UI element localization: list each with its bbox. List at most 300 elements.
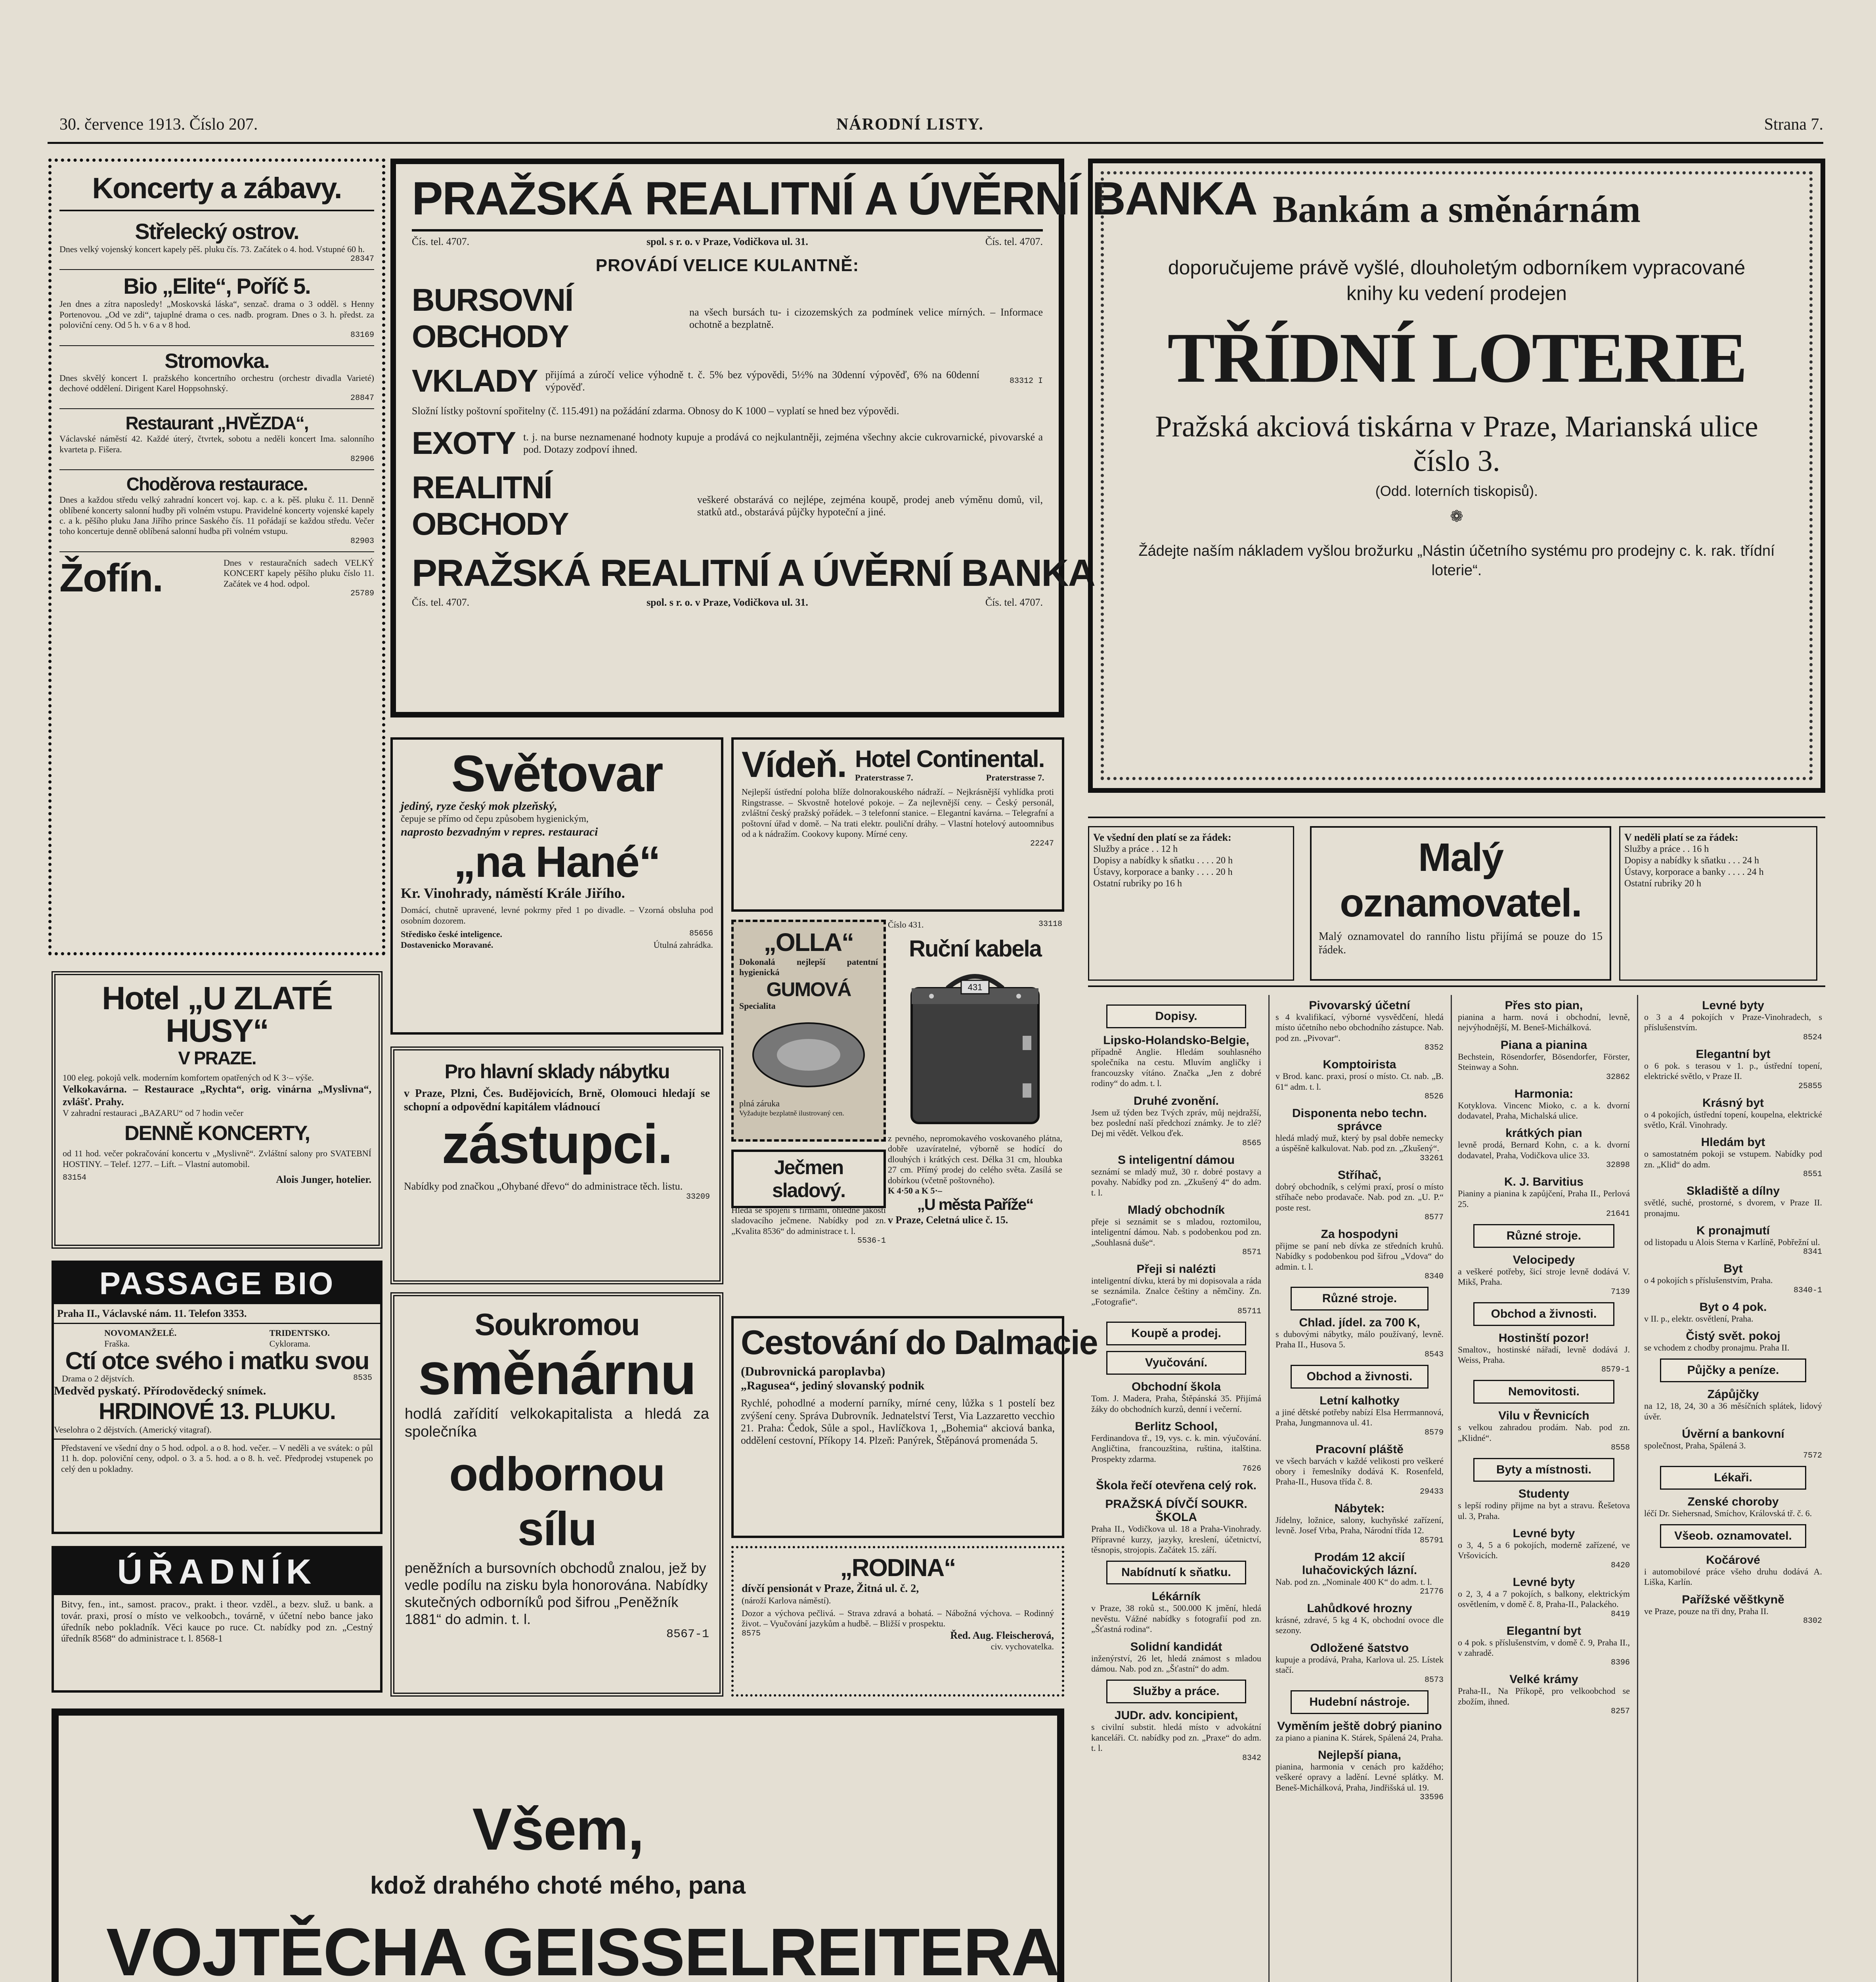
kabela-cis: Číslo 431. bbox=[888, 920, 924, 930]
bank-realitni-text: veškeré obstarává co nejlépe, zejména koupě, prodej aneb výměnu domů, vil, statků atd., obstarává půjčky hypoteční a jiné. bbox=[697, 494, 1043, 518]
rate-row: Ústavy, korporace a banky . . . . 24 h bbox=[1624, 867, 1764, 877]
ad-title: Letní kalhotky bbox=[1320, 1394, 1400, 1407]
concert-text: Václavské náměstí 42. Každé úterý, čtvrtek, sobotu a neděli koncert Ima. salonního kvarteta p. Fišera. bbox=[59, 434, 374, 454]
ad-num: 8257 bbox=[1610, 1707, 1630, 1716]
rodina-num: 8575 bbox=[742, 1629, 761, 1638]
svetovar-line2: čepuje se přímo od čepu způsobem hygienickým, bbox=[401, 814, 589, 824]
ad-num: 7139 bbox=[1610, 1287, 1630, 1297]
olla-note: plná záruka bbox=[739, 1098, 780, 1109]
dalmacie-company: (Dubrovnická paroplavba) bbox=[741, 1364, 885, 1378]
ad-num: 8551 bbox=[1803, 1170, 1822, 1179]
funeral-name: VOJTĚCHA GEISSELREITERA bbox=[106, 1915, 1059, 1982]
rate-row: Dopisy a nabídky k sňatku . . . . 20 h bbox=[1093, 855, 1233, 866]
ad-text: společnost, Praha, Spálená 3. bbox=[1644, 1441, 1746, 1451]
rodina-sub2: (nároží Karlova náměstí). bbox=[742, 1595, 831, 1605]
passage-drama: Drama o 2 dějstvích. bbox=[62, 1373, 135, 1383]
maly-header bbox=[1088, 817, 1825, 987]
passage-heroes: HRDINOVÉ 13. PLUKU. bbox=[99, 1398, 335, 1425]
husy-cafe: Velkokavárna. – Restaurace „Rychta“, orig. vinárna „Myslivna“, zvlášť. Prahy. bbox=[63, 1083, 371, 1108]
rate-row: Ostatní rubriky po 16 h bbox=[1093, 878, 1182, 889]
smenarna-num: 8567-1 bbox=[666, 1628, 709, 1641]
bag-tag: 431 bbox=[968, 982, 983, 992]
ad-text: ve Praze, pouze na tři dny, Praha II. bbox=[1644, 1606, 1769, 1616]
ad-text: o 4 pokojích s příslušenstvím, Praha. bbox=[1644, 1275, 1773, 1286]
classified-column-1 bbox=[1088, 995, 1264, 1982]
passage-bio-ad bbox=[52, 1261, 382, 1534]
nabytek-title: Pro hlavní sklady nábytku bbox=[444, 1060, 669, 1083]
ad-text: přeje si seznámit se s mladou, roztomilou, inteligentní dámou. Nab. s podobenkou pod zn. „Souhlasná duše“. bbox=[1091, 1216, 1261, 1247]
ad-text: s lepší rodiny přijme na byt a stravu. Řešetova ul. 3, Praha. bbox=[1458, 1500, 1630, 1521]
bank-exoty: EXOTY bbox=[412, 425, 516, 461]
passage-bear: Medvěd pyskatý. Přírodovědecký snímek. bbox=[54, 1384, 266, 1398]
bank-vklady-num: 83312 I bbox=[1009, 376, 1043, 386]
ad-text: pianina, harmonia v cenách pro každého; veškeré opravy a ladění. Levné splátky. M. Beneš-Michálková, Praha, Jindřišská ul. 19. bbox=[1276, 1761, 1444, 1793]
bank-provadi: PROVÁDÍ VELICE KULANTNĚ: bbox=[595, 256, 859, 275]
ad-title: Hostinští pozor! bbox=[1498, 1331, 1589, 1345]
ad-title: K. J. Barvitius bbox=[1504, 1175, 1584, 1189]
ad-title: Lékárník bbox=[1151, 1590, 1201, 1603]
ad-text: Praha II., Vodičkova ul. 18 a Praha-Vinohrady. Přípravné kurzy, jazyky, kreslení, účetnictví, těsnopis, strojopis. Začátek 15. září. bbox=[1091, 1524, 1261, 1555]
concert-name: Stromovka. bbox=[164, 349, 269, 373]
ad-title: Piana a pianina bbox=[1500, 1038, 1587, 1052]
rate-row: Služby a práce . . 16 h bbox=[1624, 844, 1709, 855]
bag-icon bbox=[892, 964, 1058, 1131]
svetovar-garden: Útulná zahrádka. bbox=[653, 939, 713, 950]
ad-title: Byt o 4 pok. bbox=[1699, 1300, 1767, 1314]
ad-title: Berlitz School, bbox=[1135, 1420, 1218, 1433]
concert-name: Choděrova restaurace. bbox=[126, 474, 308, 495]
ad-num: 8526 bbox=[1424, 1092, 1444, 1101]
ad-text: přijme se paní neb dívka ze středních kruhů. Nabídky s podobenkou pod šifrou „Vdova“ do admin. t. l. bbox=[1276, 1240, 1444, 1272]
bank-tel: Čís. tel. 4707. bbox=[985, 236, 1043, 247]
ad-title: Elegantní byt bbox=[1506, 1624, 1582, 1638]
vien-street: Praterstrasse 7. bbox=[855, 773, 913, 782]
ad-title: Vilu v Řevnicích bbox=[1498, 1409, 1589, 1423]
ad-num: 33596 bbox=[1419, 1793, 1444, 1802]
svetovar-addr: Kr. Vinohrady, náměstí Krále Jiřího. bbox=[401, 885, 625, 901]
nabytek-ad bbox=[390, 1046, 723, 1284]
rodina-text: Dozor a výchova pečlivá. – Strava zdravá a bohatá. – Nábožná výchova. – Rodinný život. – Vyučování jazykům a hudbě. – Bližší v prospektu. bbox=[742, 1608, 1054, 1629]
nabytek-num: 33209 bbox=[686, 1192, 710, 1202]
funeral-vsem: Všem, bbox=[472, 1796, 644, 1862]
kabela-title: Ruční kabela bbox=[909, 936, 1041, 962]
ad-title: Za hospodyni bbox=[1321, 1227, 1398, 1241]
rubric-heading: Služby a práce. bbox=[1106, 1680, 1246, 1703]
concert-item bbox=[59, 412, 374, 464]
ad-text: s 4 kvalifikací, výborné vysvědčení, hledá místo účetního nebo obchodního zástupce. Nab. pod zn. „Pivovar“. bbox=[1276, 1012, 1444, 1043]
page-number: Strana 7. bbox=[1764, 115, 1823, 134]
ad-title: Lahůdkové hrozny bbox=[1307, 1601, 1412, 1615]
concert-text: Dnes velký vojenský koncert kapely pěš. pluku čís. 73. Začátek o 4. hod. Vstupné 60 h. bbox=[59, 244, 365, 254]
bank-ad bbox=[390, 159, 1257, 717]
ad-title: Solidní kandidát bbox=[1130, 1640, 1222, 1653]
ad-text: v II. p., elektr. osvětlení, Praha. bbox=[1644, 1313, 1754, 1324]
ad-title: Mladý obchodník bbox=[1127, 1203, 1225, 1217]
rate-row: Služby a práce . . 12 h bbox=[1093, 844, 1178, 855]
ad-title: Levné byty bbox=[1513, 1575, 1575, 1589]
jecmen-text: Hledá se spojení s firmami, ohledně jakosti sladovacího ječmene. Nabídky pod zn. „Kvalita 8536“ do administrace t. l. bbox=[731, 1205, 886, 1236]
ad-title: Pracovní pláště bbox=[1316, 1442, 1404, 1456]
ad-title: S inteligentní dámou bbox=[1117, 1153, 1235, 1167]
concerts-title: Koncerty a zábavy. bbox=[59, 171, 374, 211]
svetovar-title: Světovar bbox=[451, 744, 663, 802]
concert-name: Restaurant „HVĚZDA“, bbox=[125, 413, 308, 434]
bank-address: spol. s r. o. v Praze, Vodičkova ul. 31. bbox=[646, 236, 808, 247]
olla-gumova: GUMOVÁ bbox=[766, 978, 851, 1001]
ad-title: Studenty bbox=[1518, 1487, 1570, 1501]
olla-num: 33118 bbox=[1038, 920, 1062, 929]
concert-num: 28347 bbox=[350, 254, 374, 264]
concert-num: 82903 bbox=[350, 536, 374, 546]
ad-num: 8543 bbox=[1424, 1350, 1444, 1359]
ad-title: Levné byty bbox=[1513, 1527, 1575, 1540]
nabytek-big: zástupci. bbox=[442, 1113, 672, 1175]
passage-film-2: TRIDENTSKO. bbox=[269, 1328, 330, 1338]
ad-text: za piano a pianina K. Stárek, Spálená 24, Praha. bbox=[1276, 1732, 1443, 1743]
ad-num: 8571 bbox=[1242, 1248, 1261, 1257]
ad-title: Stříhač, bbox=[1337, 1168, 1382, 1182]
ad-num: 8579 bbox=[1424, 1428, 1444, 1437]
bank-address: spol. s r. o. v Praze, Vodičkova ul. 31. bbox=[646, 597, 808, 608]
ad-title: Obchodní škola bbox=[1131, 1380, 1221, 1394]
ad-title: Skladiště a dílny bbox=[1686, 1184, 1780, 1198]
smenarna-big2: odbornou sílu bbox=[449, 1447, 665, 1555]
concert-item bbox=[59, 349, 374, 403]
loterie-note: Žádejte naším nákladem vyšlou brožurku „Nástin účetního systému pro prodejny c. k. rak. třídní loterie“. bbox=[1138, 542, 1775, 579]
loterie-ad bbox=[1088, 159, 1825, 793]
classified-column-4 bbox=[1641, 995, 1825, 1982]
ad-text: o 3, 4, 5 a 6 pokojích, moderně zařízené, ve Vršovicích. bbox=[1458, 1540, 1630, 1561]
concert-num: 28847 bbox=[350, 394, 374, 403]
ad-text: krásné, zdravé, 5 kg 4 K, obchodní ovoce dle sezony. bbox=[1276, 1615, 1444, 1636]
ad-text: Tom. J. Madera, Praha, Štěpánská 35. Přijímá žáky do obchodních kurzů, denní i večerní. bbox=[1091, 1393, 1261, 1414]
ad-text: dobrý obchodník, s celými praxí, prosí o místo stříhače nebo prodavače. Nab. pod zn. „U. P.“ poste rest. bbox=[1276, 1181, 1444, 1213]
ad-text: a veškeré potřeby, šicí stroje levně dodává V. Mikš, Praha. bbox=[1458, 1266, 1630, 1287]
olla-product-icon bbox=[741, 1015, 876, 1094]
husy-title: Hotel „U ZLATÉ HUSY“ bbox=[102, 980, 332, 1049]
ad-num: 85711 bbox=[1237, 1307, 1261, 1316]
issue-date: 30. července 1913. Číslo 207. bbox=[59, 115, 258, 134]
jecmen-text-block bbox=[731, 1205, 886, 1308]
bank-exoty-text: t. j. na burse neznamenané hodnoty kupuje a prodává co nejkulantněji, zejména všechny akcie cukrovarnické, pivovarské a pod. Dotazy zodpoví ihned. bbox=[523, 431, 1043, 455]
svetovar-name: „na Hané“ bbox=[454, 837, 660, 886]
ad-text: Kotyklova. Vincenc Mioko, c. a k. dvorní dodavatel, Praha, Michalská ulice. bbox=[1458, 1100, 1630, 1121]
rubric-heading: Dopisy. bbox=[1106, 1004, 1246, 1028]
ad-num: 8341 bbox=[1803, 1247, 1822, 1257]
ad-num: 8340 bbox=[1424, 1272, 1444, 1282]
husy-banner: DENNĚ KONCERTY, bbox=[124, 1122, 310, 1145]
ad-num: 29433 bbox=[1419, 1487, 1444, 1496]
ad-num: 8352 bbox=[1424, 1043, 1444, 1053]
ad-num: 21776 bbox=[1419, 1587, 1444, 1596]
ad-num: 21641 bbox=[1606, 1209, 1630, 1219]
ad-text: v Praze, 38 roků st., 500.000 K jmění, hledá nevěstu. Vážné nabídky s fotografií pod zn. „Šťastná rodina“. bbox=[1091, 1603, 1261, 1634]
ad-num: 8524 bbox=[1803, 1033, 1822, 1042]
ad-text: seznámí se mladý muž, 30 r. dobré postavy a povahy. Nabídky pod zn. „Zkušený 4“ do adm. t. l. bbox=[1091, 1166, 1261, 1198]
vien-hotel-name: Hotel Continental. bbox=[855, 746, 1044, 772]
ad-text: na 12, 18, 24, 30 a 36 měsíčních splátek, lidový úvěr. bbox=[1644, 1401, 1822, 1421]
ad-text: o 3 a 4 pokojích v Praze-Vinohradech, s příslušenstvím. bbox=[1644, 1012, 1822, 1033]
ad-title: krátkých pian bbox=[1505, 1127, 1582, 1140]
ad-title: Byt bbox=[1723, 1262, 1743, 1276]
rodina-title: „RODINA“ bbox=[840, 1554, 956, 1582]
smenarna-line2: hodlá zařídití velkokapitalista a hledá za společníka bbox=[405, 1405, 709, 1441]
ad-num: 33261 bbox=[1419, 1154, 1444, 1163]
rubric-heading: Půjčky a peníze. bbox=[1660, 1358, 1806, 1382]
olla-sign: Vyžadujte bezplatně ilustrovaný cen. bbox=[739, 1109, 844, 1117]
concert-item bbox=[59, 218, 374, 264]
bank-bottom-title: PRAŽSKÁ REALITNÍ A ÚVĚRNÍ BANKA bbox=[412, 552, 1095, 595]
ad-text: v Brod. kanc. praxi, prosí o místo. Ct. nab. „B. 61“ adm. t. l. bbox=[1276, 1071, 1444, 1092]
rate-row: Dopisy a nabídky k sňatku . . . 24 h bbox=[1624, 855, 1759, 866]
ad-title: Škola řečí otevřena celý rok. bbox=[1096, 1479, 1257, 1492]
ad-num: 85791 bbox=[1419, 1536, 1444, 1545]
nabytek-note: Nabídky pod značkou „Ohybané dřevo“ do administrace těch. listu. bbox=[404, 1180, 683, 1192]
ad-text: Nab. pod zn. „Nominale 400 K“ do adm. t. l. bbox=[1276, 1576, 1432, 1587]
passage-address: Praha II., Václavské nám. 11. Telefon 3353. bbox=[54, 1304, 380, 1324]
svetovar-dostavenicko: Dostavenicko Moravané. bbox=[401, 939, 493, 950]
ad-text: světlé, suché, prostorné, s dvorem, v Praze II. pronajmu. bbox=[1644, 1198, 1822, 1218]
vien-hotel-ad bbox=[731, 737, 1064, 912]
header-rule bbox=[48, 142, 1823, 144]
ad-title: Disponenta nebo techn. správce bbox=[1292, 1106, 1427, 1133]
ad-title: JUDr. adv. koncipient, bbox=[1114, 1709, 1238, 1722]
olla-brand: „OLLA“ bbox=[763, 928, 854, 957]
svetovar-stredisko: Středisko české inteligence. bbox=[401, 929, 503, 939]
loterie-text: doporučujeme právě vyšlé, dlouholetým odborníkem vypracované knihy ku vedení prodejen bbox=[1168, 256, 1746, 304]
concert-item bbox=[59, 555, 374, 601]
ad-title: Elegantní byt bbox=[1696, 1047, 1771, 1061]
bank-bursovni: BURSOVNÍ OBCHODY bbox=[412, 282, 573, 354]
rubric-heading: Obchod a živnosti. bbox=[1473, 1302, 1615, 1326]
ad-text: případně Anglie. Hledám souhlasného společníka na cestu. Mluvím angličky i francouzsky vítáno. Značka „Jen z dobré rodiny“ do adm. t. l. bbox=[1091, 1047, 1261, 1089]
ad-num: 8579-1 bbox=[1601, 1365, 1630, 1375]
ad-text: hledá mladý muž, který by psal dobře nemecky a úspěšně kalkulovat. Nab. pod zn. „Zkušený“. bbox=[1276, 1133, 1444, 1154]
ad-num: 8573 bbox=[1424, 1675, 1444, 1685]
ad-num: 25855 bbox=[1798, 1081, 1822, 1091]
nabytek-text: v Praze, Plzni, Čes. Budějovicích, Brně, Olomouci hledají se schopní a odpovědní kapitálem vládnoucí bbox=[404, 1087, 710, 1113]
kabela-price: K 4·50 a K 5·– bbox=[888, 1185, 942, 1196]
loterie-big: TŘÍDNÍ LOTERIE bbox=[1167, 318, 1746, 397]
rate-weekday-head: Ve všední den platí se za řádek: bbox=[1093, 832, 1232, 843]
ad-title: Přes sto pian, bbox=[1505, 999, 1583, 1012]
olla-num-block bbox=[888, 920, 1062, 936]
bank-tel: Čís. tel. 4707. bbox=[412, 597, 470, 608]
ad-title: Zenské choroby bbox=[1687, 1495, 1779, 1508]
loterie-publisher: Pražská akciová tiskárna v Praze, Marianská ulice číslo 3. bbox=[1155, 410, 1758, 478]
concert-text: Dnes a každou středu velký zahradní koncert voj. kap. c. a k. pěš. pluku č. 11. Denně oblíbené koncerty salonní hudby při volném vstupu. Pravidelné koncerty vojenské kapely c. a k. pěšího pluku Jana Jiřího prince Saského čís. 11 pořádají se každou středu. Večer toho koncertuje denně oblíbená salonní hudba při volném vstupu. bbox=[59, 495, 374, 536]
kabela-text: z pevného, nepromokavého voskovaného plátna, dobře uzavíratelné, výborně se hodící do dlouhých i krátkých cest. Délka 31 cm, hloubka 27 cm. Přímý prodej do celého světa. Zasílá se dobírkou (včetně poštovného). bbox=[888, 1133, 1062, 1185]
ad-text: o 2, 3, 4 a 7 pokojích, s balkony, elektrickým osvětlením, v domě č. 8, Praha-II., Palackého. bbox=[1458, 1588, 1630, 1609]
rubric-heading: Lékaři. bbox=[1660, 1466, 1806, 1490]
ad-num: 8396 bbox=[1610, 1658, 1630, 1668]
page-header bbox=[59, 115, 1823, 139]
kabela-ad bbox=[888, 936, 1062, 1316]
ad-text: i automobilové práce všeho druhu dodává A. Liška, Karlín. bbox=[1644, 1567, 1822, 1587]
smenarna-ad bbox=[390, 1292, 723, 1697]
ad-num: 8302 bbox=[1803, 1617, 1822, 1626]
rubric-heading: Nemovitosti. bbox=[1473, 1380, 1615, 1404]
ad-title: Hledám byt bbox=[1701, 1136, 1765, 1149]
ad-title: Komptoirista bbox=[1323, 1058, 1396, 1071]
ad-title: Kočárové bbox=[1706, 1553, 1760, 1567]
husy-garden: V zahradní restauraci „BAZARU“ od 7 hodin večer bbox=[63, 1108, 243, 1118]
vien-street: Praterstrasse 7. bbox=[986, 773, 1044, 782]
rubric-heading: Byty a místnosti. bbox=[1473, 1458, 1615, 1482]
rodina-sign: Řed. Aug. Fleischerová, bbox=[950, 1629, 1054, 1641]
ad-text: Jsem už týden bez Tvých zpráv, můj nejdražší, bez poslední naší předchozí známky. Je to zlé? Dej mi vědět. Velkou ďek. bbox=[1091, 1107, 1261, 1138]
ad-title: Nejlepší piana, bbox=[1318, 1748, 1402, 1762]
ad-text: levně prodá, Bernard Kohn, c. a k. dvorní dodavatel, Praha, Vodičkova ulice 33. bbox=[1458, 1140, 1630, 1160]
bank-title: PRAŽSKÁ REALITNÍ A ÚVĚRNÍ BANKA bbox=[412, 175, 1043, 231]
bank-slozni: Složní lístky poštovní spořitelny (č. 115.491) na požádání zdarma. Obnosy do K 1000 – vyplatí se hned bez výpovědi. bbox=[412, 405, 899, 417]
ad-text: Jídelny, ložnice, salony, kuchyňské zařízení, levně. Josef Vrba, Praha, Národní třída 12. bbox=[1276, 1515, 1444, 1536]
concert-num: 82906 bbox=[350, 455, 374, 464]
ad-text: pianina a harm. nová i obchodní, levně, nejvýhodnější, M. Beneš-Michálková. bbox=[1458, 1012, 1630, 1033]
passage-film-1: NOVOMANŽELÉ. bbox=[104, 1328, 177, 1338]
classified-column-2 bbox=[1272, 995, 1447, 1982]
bank-vklady-text: přijímá a zúročí velice výhodně t. č. 5% bez výpovědi, 5½% na 30denní výpověď, 6% na 60denní výpověď. bbox=[545, 369, 979, 393]
passage-schedule: Představení ve všední dny o 5 hod. odpol. a o 8. hod. večer. – V neděli a ve svátek: o půl 11 h. dop. poloviční ceny, odpol. o 3. a 5. hod. a o 8. h. več. Předprodej vstupenek po celý den u pokladny. bbox=[54, 1439, 380, 1477]
olla-sub: Dokonalá nejlepší patentní hygienická bbox=[739, 957, 878, 978]
rate-row: Ústavy, korporace a banky . . . . 20 h bbox=[1093, 867, 1233, 877]
ad-text: Smaltov., hostinské nářadí, levně dodává J. Weiss, Praha. bbox=[1458, 1344, 1630, 1365]
ad-title: Nábytek: bbox=[1334, 1502, 1385, 1515]
ad-title: Přeji si nalézti bbox=[1136, 1263, 1216, 1276]
svetovar-line1: jediný, ryze český mok plzeňský, bbox=[401, 800, 557, 813]
concert-num: 83169 bbox=[350, 330, 374, 340]
rubric-heading: Koupě a prodej. bbox=[1106, 1322, 1246, 1345]
kabela-addr: v Praze, Celetná ulice č. 15. bbox=[888, 1214, 1008, 1226]
ad-text: s civilní substit. hledá místo v advokátní kanceláři. Ct. nabídky pod zn. „Praxe“ do adm. t. l. bbox=[1091, 1722, 1261, 1753]
ad-text: Bechstein, Rösendorfer, Bösendorfer, Förster, Steinway a Sohn. bbox=[1458, 1051, 1630, 1072]
ad-num: 8565 bbox=[1242, 1138, 1261, 1148]
ad-title: Velocipedy bbox=[1513, 1253, 1575, 1266]
uradnik-ad bbox=[52, 1546, 382, 1693]
dalmacie-ad bbox=[731, 1316, 1098, 1538]
passage-film-1-genre: Fraška. bbox=[104, 1338, 130, 1349]
ad-text: od listopadu u Alois Sterna v Karlíně, Pobřežní ul. bbox=[1644, 1237, 1820, 1247]
ad-text: se vchodem z chodby pronajmu. Praha II. bbox=[1644, 1343, 1790, 1353]
ad-title: Lipsko-Holandsko-Belgie, bbox=[1103, 1034, 1249, 1047]
masthead: NÁRODNÍ LISTY. bbox=[836, 115, 984, 134]
ad-title: Chlad. jídel. za 700 K, bbox=[1299, 1316, 1420, 1330]
ad-text: ve všech barvách v každé velikosti pro veškeré obory i řemeslníky dodává K. Rosenfeld, Praha-II., Husova třída č. 8. bbox=[1276, 1456, 1444, 1487]
ad-title: Zápůjčky bbox=[1707, 1388, 1759, 1401]
maly-sub: Malý oznamovatel do ranního listu přijímá se pouze do 15 řádek. bbox=[1319, 930, 1603, 956]
ad-num: 7626 bbox=[1242, 1464, 1261, 1474]
jecmen-num: 5536-1 bbox=[857, 1236, 886, 1246]
ad-title: Vyměním ještě dobrý pianino bbox=[1277, 1719, 1442, 1733]
maly-title: Malý oznamovatel. bbox=[1340, 835, 1582, 925]
passage-title: PASSAGE BIO bbox=[54, 1263, 380, 1304]
svetovar-num: 85656 bbox=[689, 929, 713, 939]
rate-sunday-head: V neděli platí se za řádek: bbox=[1624, 832, 1738, 843]
uradnik-text: Bitvy, fen., int., samost. pracov., prakt. i theor. vzděl., a bezv. služ. u bank. a továr. praxi, prosí o místo ve velkoobch., továrně, v účetní nebo bance jako úředník nebo pokladník. Věci kauce po ruce. Ct. nabídky pod zn. „Cestný úředník 8568“ do administrace t. l. 8568-1 bbox=[61, 1599, 373, 1644]
ad-num: 8419 bbox=[1610, 1609, 1630, 1619]
ad-num: 32898 bbox=[1606, 1161, 1630, 1170]
ad-title: PRAŽSKÁ DÍVČÍ SOUKR. ŠKOLA bbox=[1105, 1498, 1247, 1524]
rubric-heading: Hudební nástroje. bbox=[1291, 1690, 1429, 1714]
concert-item bbox=[59, 473, 374, 546]
ad-title: Krásný byt bbox=[1702, 1096, 1764, 1110]
ad-text: s dubovými nábytky, málo používaný, levně. Praha II., Husova 5. bbox=[1276, 1329, 1444, 1350]
bank-bursovni-text: na všech bursách tu- i cizozemských za podmínek velice mírných. – Informace ochotně a bezplatně. bbox=[689, 306, 1043, 331]
vien-num: 22247 bbox=[1030, 839, 1054, 849]
passage-comedy: Veselohra o 2 dějstvích. (Americký vitagraf). bbox=[54, 1425, 212, 1435]
bank-realitni: REALITNÍ OBCHODY bbox=[412, 470, 568, 542]
ad-num: 8558 bbox=[1610, 1443, 1630, 1453]
bank-tel: Čís. tel. 4707. bbox=[412, 236, 470, 247]
concert-text: Jen dnes a zítra naposledy! „Moskovská láska“, senzač. drama o 3 odděl. s Henny Portenovou. „Od ve zdi“, tajuplné drama o ces. nadb. program. Dnes o 3. h. předst. za poloviční ceny. Od 5 h. v 6 a v 8 hod. bbox=[59, 299, 374, 330]
rodina-ad bbox=[731, 1546, 1064, 1697]
ad-title: Čistý svět. pokoj bbox=[1686, 1330, 1780, 1343]
rubric-heading: Různé stroje. bbox=[1291, 1287, 1429, 1310]
husy-rooms: 100 eleg. pokojů velk. moderním komfortem opatřených od K 3·– výše. bbox=[63, 1073, 314, 1083]
smenarna-text: peněžních a bursovních obchodů znalou, jež by vedle podílu na zisku byla honorována. Nabídky skutečných odborníků pod šifrou „Peněžník 1881“ do admin. t. l. bbox=[405, 1559, 708, 1628]
ad-text: Pianiny a pianina k zapůjčení, Praha II., Perlová 25. bbox=[1458, 1188, 1630, 1209]
ad-title: Odložené šatstvo bbox=[1310, 1641, 1409, 1655]
classified-column-3 bbox=[1455, 995, 1633, 1982]
concert-item bbox=[59, 273, 374, 339]
concert-name: Žofín. bbox=[59, 555, 163, 600]
loterie-title: Bankám a směnárnám bbox=[1272, 188, 1641, 230]
funeral-line1: kdož drahého choté mého, pana bbox=[370, 1872, 746, 1899]
husy-details: od 11 hod. večer pokračování koncertu v „Myslivně“. Zvláštní salony pro SVATEBNÍ HOSTINY. – Telef. 1277. – Lift. – Vlastní automobil. bbox=[63, 1148, 371, 1169]
rubric-heading: Vyučování. bbox=[1106, 1351, 1246, 1375]
ad-num: 32862 bbox=[1606, 1072, 1630, 1082]
rate-row: Ostatní rubriky 20 h bbox=[1624, 878, 1701, 889]
dalmacie-sub: „Ragusea“, jediný slovanský podnik bbox=[741, 1379, 925, 1393]
rubric-heading: Obchod a živnosti. bbox=[1291, 1365, 1429, 1389]
ad-text: o 4 pok. s příslušenstvím, v domě č. 9, Praha II., v zahradě. bbox=[1458, 1637, 1630, 1658]
hotel-husy-ad bbox=[52, 971, 382, 1249]
passage-main-film: Ctí otce svého i matku svou bbox=[65, 1347, 369, 1375]
husy-owner: Alois Junger, hotelier. bbox=[276, 1173, 371, 1185]
olla-spec: Specialita bbox=[739, 1001, 776, 1011]
ad-num: 8420 bbox=[1610, 1561, 1630, 1570]
rubric-heading: Různé stroje. bbox=[1473, 1224, 1615, 1248]
uradnik-title: ÚŘADNÍK bbox=[54, 1548, 380, 1595]
bank-vklady: VKLADY bbox=[412, 363, 537, 399]
ad-text: léčí Dr. Siehersnad, Smíchov, Královská tř. č. 6. bbox=[1644, 1508, 1812, 1518]
rodina-sub: dívčí pensionát v Praze, Žitná ul. č. 2, bbox=[742, 1582, 919, 1595]
ad-num: 8577 bbox=[1424, 1213, 1444, 1222]
concert-text: Dnes v restauračních sadech VELKÝ KONCERT kapely pěšího pluku číslo 11. Začátek ve 4 hod. odpol. bbox=[224, 558, 374, 589]
concert-name: Bio „Elite“, Poříč 5. bbox=[123, 274, 310, 299]
concert-num: 25789 bbox=[350, 589, 374, 599]
ad-text: inteligentní dívku, která by mi dopisovala a ráda se seznámila. Znalce češtiny a němčiny. Zn. „Fotografie“. bbox=[1091, 1276, 1261, 1307]
ad-text: o 4 pokojích, ústřední topení, koupelna, elektrické světlo, Král. Vinohrady. bbox=[1644, 1109, 1822, 1130]
rubric-heading: Nabídnutí k sňatku. bbox=[1106, 1561, 1246, 1584]
olla-ad bbox=[731, 920, 886, 1221]
ad-num: 8340-1 bbox=[1793, 1286, 1822, 1295]
ad-text: Ferdinandova tř., 19, vys. c. k. min. výučování. Angličtina, francouzština, ruština, italština. Prospekty zdarma. bbox=[1091, 1433, 1261, 1464]
ad-title: Druhé zvonění. bbox=[1133, 1094, 1219, 1108]
husy-subtitle: V PRAZE. bbox=[178, 1048, 256, 1068]
funeral-notice bbox=[52, 1708, 1064, 1982]
kabela-shop: „U města Paříže“ bbox=[917, 1196, 1033, 1214]
svetovar-text: Domácí, chutně upravené, levné pokrmy před 1 po divadle. – Vzorná obsluha pod osobním dozorem. bbox=[401, 905, 713, 926]
svetovar-line3: naprosto bezvadným v repres. restauraci bbox=[401, 825, 598, 838]
rodina-sign2: civ. vychovatelka. bbox=[991, 1641, 1054, 1651]
bank-tel: Čís. tel. 4707. bbox=[985, 597, 1043, 608]
ad-title: K pronajmutí bbox=[1696, 1224, 1770, 1237]
ad-title: Velké krámy bbox=[1509, 1673, 1578, 1686]
rubric-heading: Všeob. oznamovatel. bbox=[1660, 1524, 1806, 1548]
ad-title: Levné byty bbox=[1702, 999, 1764, 1012]
ad-text: s velkou zahradou prodám. Nab. pod zn. „Klidné“. bbox=[1458, 1422, 1630, 1443]
